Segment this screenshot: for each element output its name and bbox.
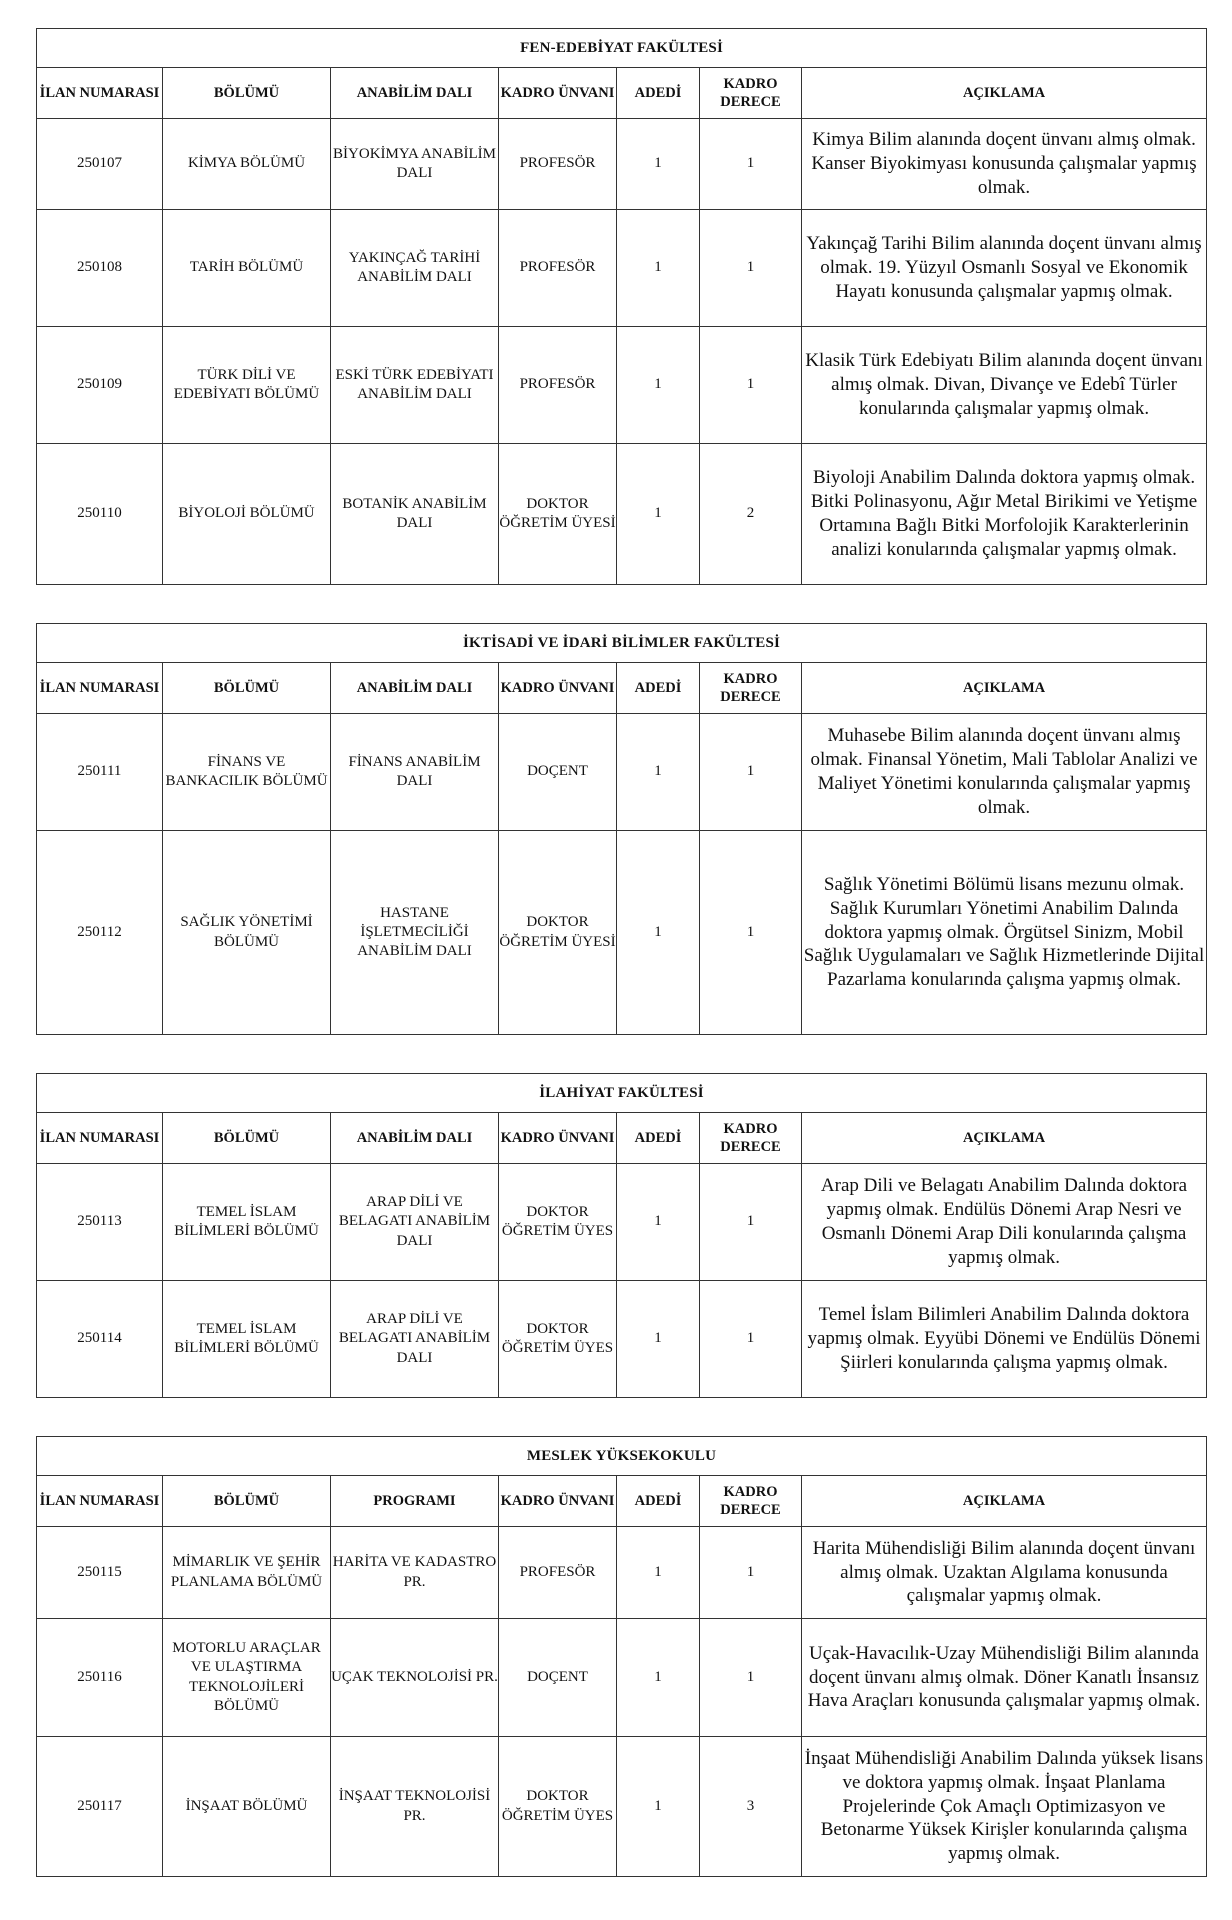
cell-bolum: MOTORLU ARAÇLAR VE ULAŞTIRMA TEKNOLOJİLERİ BÖLÜMÜ	[163, 1619, 331, 1737]
cell-derece: 1	[700, 210, 802, 327]
table-row	[37, 444, 1207, 585]
cell-anabilim: BİYOKİMYA ANABİLİM DALI	[331, 119, 499, 210]
cell-ilan: 250116	[37, 1619, 163, 1737]
cell-adet: 1	[617, 119, 700, 210]
cell-bolum: BİYOLOJİ BÖLÜMÜ	[163, 444, 331, 585]
cell-bolum: SAĞLIK YÖNETİMİ BÖLÜMÜ	[163, 831, 331, 1035]
cell-unvan: DOKTOR ÖĞRETİM ÜYESİ	[499, 831, 617, 1035]
cell-unvan: PROFESÖR	[499, 327, 617, 444]
section-title: MESLEK YÜKSEKOKULU	[37, 1437, 1207, 1476]
cell-program: UÇAK TEKNOLOJİSİ PR.	[331, 1619, 499, 1737]
cell-bolum: TARİH BÖLÜMÜ	[163, 210, 331, 327]
document-page	[36, 28, 1206, 1877]
section-table-meslek-yuksekokulu	[36, 1436, 1207, 1877]
cell-anabilim: HASTANE İŞLETMECİLİĞİ ANABİLİM DALI	[331, 831, 499, 1035]
header-adedi: ADEDİ	[617, 663, 700, 714]
cell-adet: 1	[617, 714, 700, 831]
cell-unvan: PROFESÖR	[499, 210, 617, 327]
cell-unvan: DOKTOR ÖĞRETİM ÜYES	[499, 1281, 617, 1398]
table-row	[37, 1737, 1207, 1877]
table-row	[37, 210, 1207, 327]
cell-anabilim: YAKINÇAĞ TARİHİ ANABİLİM DALI	[331, 210, 499, 327]
cell-adet: 1	[617, 210, 700, 327]
cell-ilan: 250110	[37, 444, 163, 585]
cell-ilan: 250114	[37, 1281, 163, 1398]
cell-unvan: DOKTOR ÖĞRETİM ÜYES	[499, 1737, 617, 1877]
cell-adet: 1	[617, 1164, 700, 1281]
cell-adet: 1	[617, 1281, 700, 1398]
header-ilan-numarasi: İLAN NUMARASI	[37, 663, 163, 714]
cell-anabilim: BOTANİK ANABİLİM DALI	[331, 444, 499, 585]
header-adedi: ADEDİ	[617, 68, 700, 119]
cell-ilan: 250107	[37, 119, 163, 210]
section-table-ilahiyat	[36, 1073, 1207, 1398]
cell-ilan: 250115	[37, 1527, 163, 1619]
cell-adet: 1	[617, 831, 700, 1035]
cell-bolum: TEMEL İSLAM BİLİMLERİ BÖLÜMÜ	[163, 1164, 331, 1281]
header-kadro-unvani: KADRO ÜNVANI	[499, 1113, 617, 1164]
section-table-fen-edebiyat	[36, 28, 1207, 585]
table-row	[37, 1281, 1207, 1398]
cell-unvan: DOÇENT	[499, 714, 617, 831]
header-aciklama: AÇIKLAMA	[802, 1476, 1207, 1527]
header-kadro-unvani: KADRO ÜNVANI	[499, 663, 617, 714]
cell-ilan: 250108	[37, 210, 163, 327]
header-kadro-derece: KADRO DERECE	[700, 68, 802, 119]
header-bolumu: BÖLÜMÜ	[163, 1113, 331, 1164]
header-aciklama: AÇIKLAMA	[802, 663, 1207, 714]
header-kadro-derece: KADRO DERECE	[700, 1476, 802, 1527]
cell-derece: 1	[700, 1619, 802, 1737]
header-programi: PROGRAMI	[331, 1476, 499, 1527]
section-title: İKTİSADİ VE İDARİ BİLİMLER FAKÜLTESİ	[37, 624, 1207, 663]
cell-aciklama: Muhasebe Bilim alanında doçent ünvanı almış olmak. Finansal Yönetim, Mali Tablolar Analizi ve Maliyet Yönetimi konularında çalışmalar yapmış olmak.	[802, 714, 1207, 831]
header-anabilim-dali: ANABİLİM DALI	[331, 68, 499, 119]
header-kadro-unvani: KADRO ÜNVANI	[499, 1476, 617, 1527]
cell-derece: 1	[700, 1281, 802, 1398]
header-bolumu: BÖLÜMÜ	[163, 663, 331, 714]
header-bolumu: BÖLÜMÜ	[163, 68, 331, 119]
header-ilan-numarasi: İLAN NUMARASI	[37, 68, 163, 119]
cell-program: HARİTA VE KADASTRO PR.	[331, 1527, 499, 1619]
cell-unvan: PROFESÖR	[499, 1527, 617, 1619]
cell-aciklama: Yakınçağ Tarihi Bilim alanında doçent ünvanı almış olmak. 19. Yüzyıl Osmanlı Sosyal ve Ekonomik Hayatı konusunda çalışmalar yapmış olmak.	[802, 210, 1207, 327]
cell-adet: 1	[617, 1619, 700, 1737]
cell-unvan: DOKTOR ÖĞRETİM ÜYES	[499, 1164, 617, 1281]
cell-adet: 1	[617, 327, 700, 444]
section-title: İLAHİYAT FAKÜLTESİ	[37, 1074, 1207, 1113]
cell-derece: 1	[700, 714, 802, 831]
cell-adet: 1	[617, 444, 700, 585]
header-adedi: ADEDİ	[617, 1113, 700, 1164]
cell-aciklama: Klasik Türk Edebiyatı Bilim alanında doçent ünvanı almış olmak. Divan, Divançe ve Edebî Türler konularında çalışmalar yapmış olmak.	[802, 327, 1207, 444]
cell-aciklama: Biyoloji Anabilim Dalında doktora yapmış olmak. Bitki Polinasyonu, Ağır Metal Birikimi ve Yetişme Ortamına Bağlı Bitki Morfolojik Karakterlerinin analizi konularında çalışmalar yapmış olmak.	[802, 444, 1207, 585]
table-row	[37, 1527, 1207, 1619]
cell-aciklama: Kimya Bilim alanında doçent ünvanı almış olmak. Kanser Biyokimyası konusunda çalışmalar yapmış olmak.	[802, 119, 1207, 210]
cell-derece: 1	[700, 119, 802, 210]
cell-aciklama: Sağlık Yönetimi Bölümü lisans mezunu olmak. Sağlık Kurumları Yönetimi Anabilim Dalında doktora yapmış olmak. Örgütsel Sinizm, Mobil Sağlık Uygulamaları ve Sağlık Hizmetlerinde Dijital Pazarlama konularında çalışma yapmış olmak.	[802, 831, 1207, 1035]
cell-bolum: TÜRK DİLİ VE EDEBİYATI BÖLÜMÜ	[163, 327, 331, 444]
cell-ilan: 250109	[37, 327, 163, 444]
cell-anabilim: ARAP DİLİ VE BELAGATI ANABİLİM DALI	[331, 1164, 499, 1281]
cell-adet: 1	[617, 1527, 700, 1619]
cell-ilan: 250111	[37, 714, 163, 831]
cell-unvan: PROFESÖR	[499, 119, 617, 210]
header-bolumu: BÖLÜMÜ	[163, 1476, 331, 1527]
cell-anabilim: FİNANS ANABİLİM DALI	[331, 714, 499, 831]
cell-unvan: DOKTOR ÖĞRETİM ÜYESİ	[499, 444, 617, 585]
cell-ilan: 250117	[37, 1737, 163, 1877]
cell-aciklama: Arap Dili ve Belagatı Anabilim Dalında doktora yapmış olmak. Endülüs Dönemi Arap Nesri ve Osmanlı Dönemi Arap Dili konularında çalışma yapmış olmak.	[802, 1164, 1207, 1281]
cell-derece: 2	[700, 444, 802, 585]
cell-unvan: DOÇENT	[499, 1619, 617, 1737]
header-aciklama: AÇIKLAMA	[802, 68, 1207, 119]
cell-aciklama: İnşaat Mühendisliği Anabilim Dalında yüksek lisans ve doktora yapmış olmak. İnşaat Planlama Projelerinde Çok Amaçlı Optimizasyon ve Betonarme Yüksek Kirişler konularında çalışma yapmış olmak.	[802, 1737, 1207, 1877]
header-ilan-numarasi: İLAN NUMARASI	[37, 1476, 163, 1527]
cell-derece: 1	[700, 1527, 802, 1619]
table-row	[37, 1164, 1207, 1281]
cell-program: İNŞAAT TEKNOLOJİSİ PR.	[331, 1737, 499, 1877]
cell-bolum: FİNANS VE BANKACILIK BÖLÜMÜ	[163, 714, 331, 831]
cell-anabilim: ARAP DİLİ VE BELAGATI ANABİLİM DALI	[331, 1281, 499, 1398]
cell-derece: 1	[700, 1164, 802, 1281]
cell-adet: 1	[617, 1737, 700, 1877]
cell-bolum: İNŞAAT BÖLÜMÜ	[163, 1737, 331, 1877]
section-title: FEN-EDEBİYAT FAKÜLTESİ	[37, 29, 1207, 68]
cell-derece: 1	[700, 327, 802, 444]
cell-derece: 3	[700, 1737, 802, 1877]
header-anabilim-dali: ANABİLİM DALI	[331, 1113, 499, 1164]
cell-bolum: KİMYA BÖLÜMÜ	[163, 119, 331, 210]
table-row	[37, 831, 1207, 1035]
table-row	[37, 327, 1207, 444]
header-ilan-numarasi: İLAN NUMARASI	[37, 1113, 163, 1164]
header-adedi: ADEDİ	[617, 1476, 700, 1527]
header-anabilim-dali: ANABİLİM DALI	[331, 663, 499, 714]
cell-ilan: 250112	[37, 831, 163, 1035]
cell-aciklama: Harita Mühendisliği Bilim alanında doçent ünvanı almış olmak. Uzaktan Algılama konusunda çalışmalar yapmış olmak.	[802, 1527, 1207, 1619]
header-aciklama: AÇIKLAMA	[802, 1113, 1207, 1164]
header-kadro-derece: KADRO DERECE	[700, 663, 802, 714]
cell-ilan: 250113	[37, 1164, 163, 1281]
table-row	[37, 714, 1207, 831]
header-kadro-derece: KADRO DERECE	[700, 1113, 802, 1164]
cell-bolum: MİMARLIK VE ŞEHİR PLANLAMA BÖLÜMÜ	[163, 1527, 331, 1619]
cell-bolum: TEMEL İSLAM BİLİMLERİ BÖLÜMÜ	[163, 1281, 331, 1398]
table-row	[37, 1619, 1207, 1737]
cell-derece: 1	[700, 831, 802, 1035]
table-row	[37, 119, 1207, 210]
cell-aciklama: Temel İslam Bilimleri Anabilim Dalında doktora yapmış olmak. Eyyübi Dönemi ve Endülüs Dönemi Şiirleri konularında çalışma yapmış olmak.	[802, 1281, 1207, 1398]
cell-anabilim: ESKİ TÜRK EDEBİYATI ANABİLİM DALI	[331, 327, 499, 444]
section-table-iktisadi-idari	[36, 623, 1207, 1035]
cell-aciklama: Uçak-Havacılık-Uzay Mühendisliği Bilim alanında doçent ünvanı almış olmak. Döner Kanatlı İnsansız Hava Araçları konusunda çalışmalar yapmış olmak.	[802, 1619, 1207, 1737]
header-kadro-unvani: KADRO ÜNVANI	[499, 68, 617, 119]
